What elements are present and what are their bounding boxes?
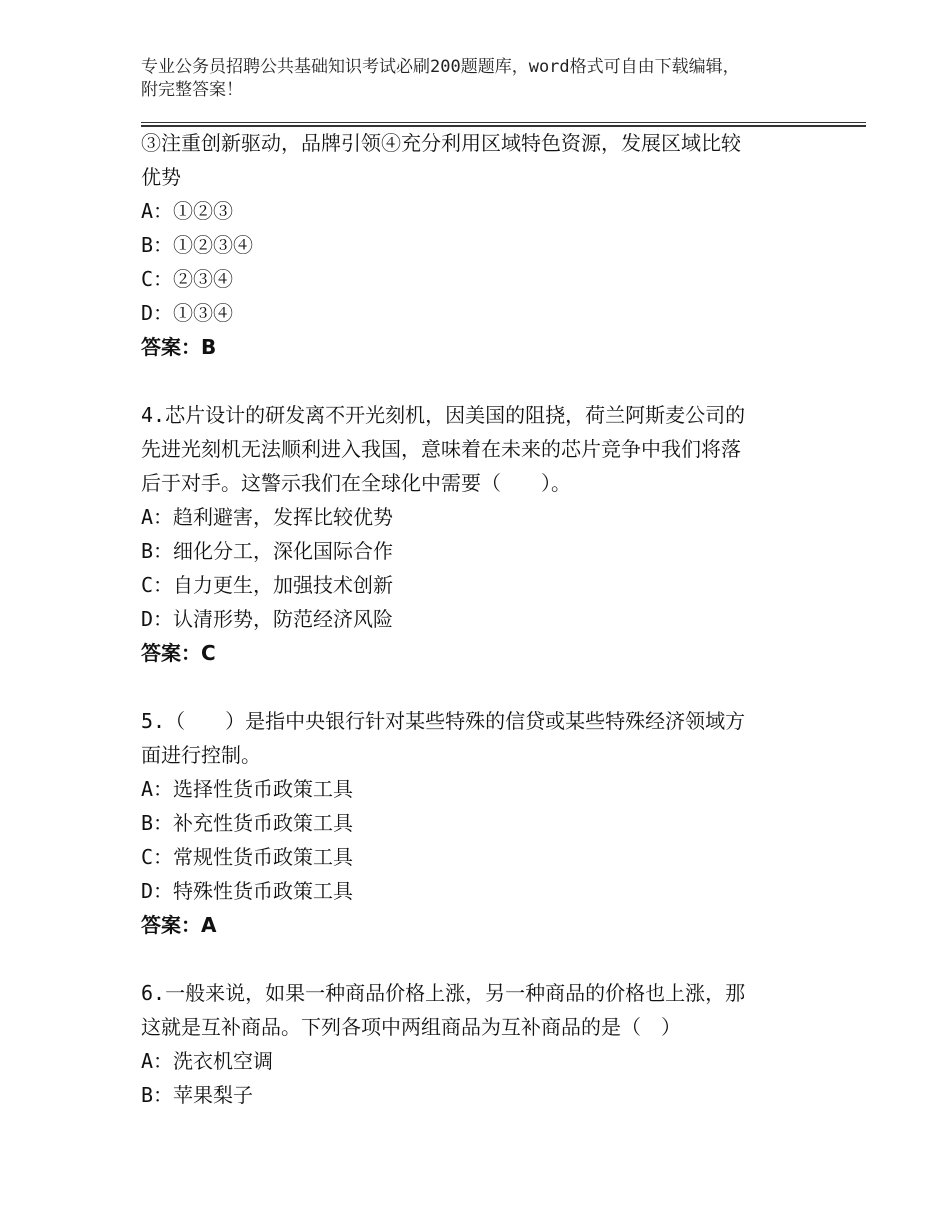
question-stem: 这就是互补商品。下列各项中两组商品为互补商品的是（ ）: [141, 1015, 681, 1039]
question-stem: 后于对手。这警示我们在全球化中需要（ ）。: [141, 471, 571, 495]
answer-label: 答案：A: [141, 913, 217, 937]
spacer: [141, 364, 821, 398]
option-d: D：特殊性货币政策工具: [141, 879, 354, 903]
header-line-1: 专业公务员招聘公共基础知识考试必刷200题题库，word格式可自由下载编辑，: [141, 57, 740, 77]
option-d: D：认清形势，防范经济风险: [141, 607, 394, 631]
option-c: C：自力更生，加强技术创新: [141, 573, 394, 597]
question-stem: 6.一般来说，如果一种商品价格上涨，另一种商品的价格也上涨，那: [141, 981, 746, 1005]
question-stem: 先进光刻机无法顺利进入我国，意味着在未来的芯片竞争中我们将落: [141, 437, 741, 461]
header-line-2: 附完整答案！: [141, 80, 243, 100]
option-b: B：①②③④: [141, 233, 254, 257]
question-stem: ③注重创新驱动，品牌引领④充分利用区域特色资源，发展区域比较: [141, 131, 741, 155]
question-stem: 优势: [141, 165, 181, 189]
option-b: B：苹果梨子: [141, 1083, 254, 1107]
spacer: [141, 942, 821, 976]
option-a: A：趋利避害，发挥比较优势: [141, 505, 394, 529]
option-b: B：细化分工，深化国际合作: [141, 539, 394, 563]
header-rule-thin: [141, 122, 866, 123]
option-b: B：补充性货币政策工具: [141, 811, 354, 835]
question-4: [141, 398, 821, 670]
option-d: D：①③④: [141, 301, 234, 325]
question-stem: 5.（ ）是指中央银行针对某些特殊的信贷或某些特殊经济领域方: [141, 709, 746, 733]
answer-label: 答案：B: [141, 335, 217, 359]
answer-label: 答案：C: [141, 641, 216, 665]
question-content: [141, 126, 821, 1112]
option-a: A：①②③: [141, 199, 234, 223]
question-stem: 面进行控制。: [141, 743, 261, 767]
spacer: [141, 670, 821, 704]
question-3: [141, 126, 821, 364]
page-header: [141, 56, 831, 102]
option-a: A：洗衣机空调: [141, 1049, 274, 1073]
question-6: [141, 976, 821, 1112]
option-c: C：常规性货币政策工具: [141, 845, 354, 869]
option-c: C：②③④: [141, 267, 234, 291]
question-5: [141, 704, 821, 942]
question-stem: 4.芯片设计的研发离不开光刻机，因美国的阻挠，荷兰阿斯麦公司的: [141, 403, 746, 427]
option-a: A：选择性货币政策工具: [141, 777, 354, 801]
